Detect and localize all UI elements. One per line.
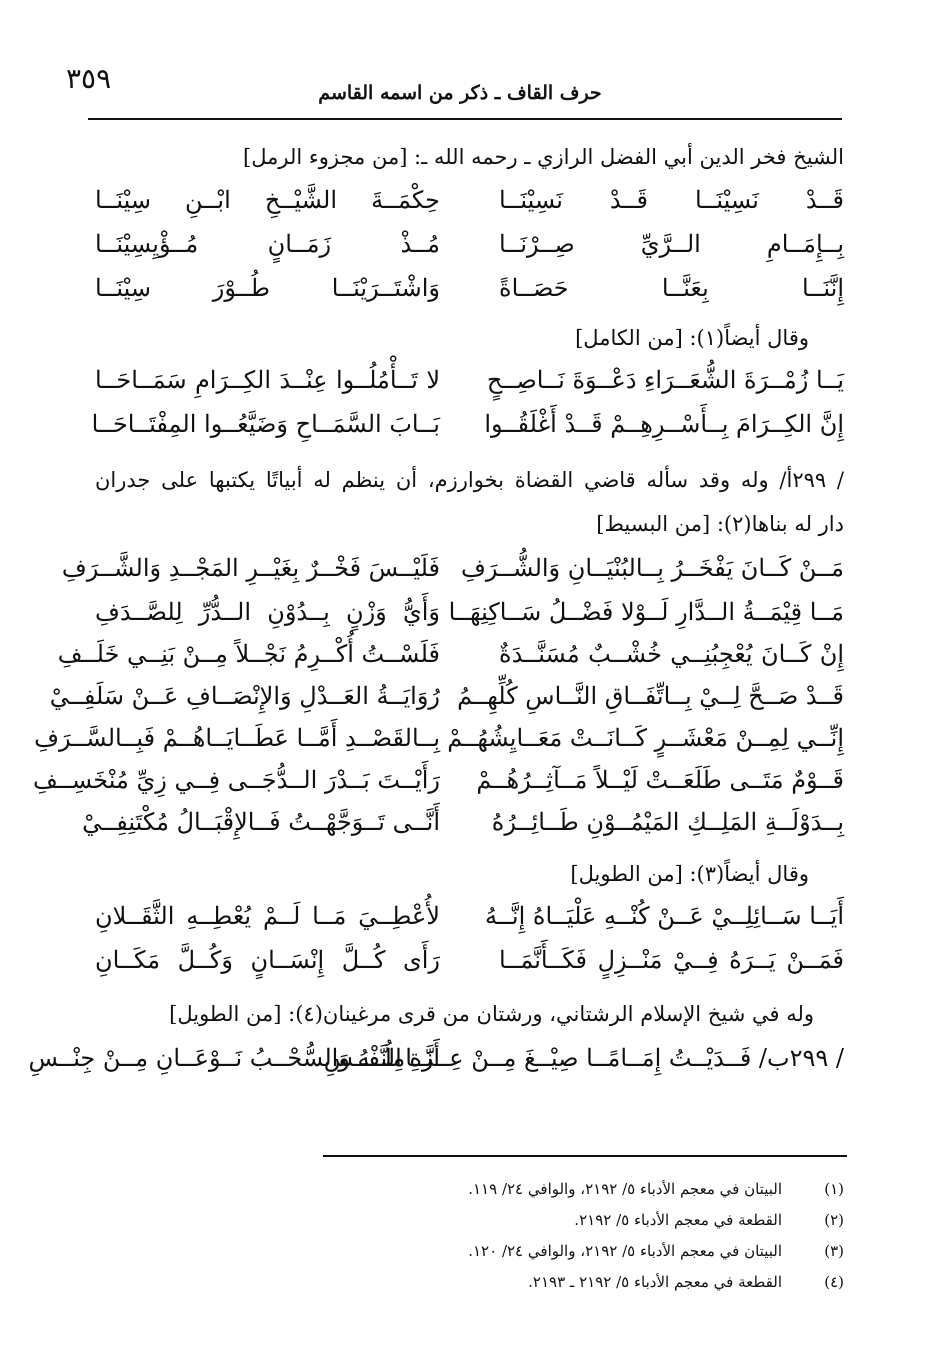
verse-left-hemistich: فَلَيْــسَ فَخْــرٌ بِغَيْــرِ المَجْــدِ وَالشَّــرَفِ <box>61 554 440 582</box>
verse-left-hemistich: لأُعْطِــيَ مَــا لَــمْ يُعْطِــهِ الثَّقَــلانِ <box>95 902 440 930</box>
paragraph-line: / ٢٩٩أ/ وله وقد سأله قاضي القضاة بخوارزم، أن ينظم له أبياتًا يكتبها على جدران <box>95 468 844 492</box>
verse-left-hemistich: أَنَّــى تَــوَجَّهْــتُ فَــالإِقْبَــالُ مُكْتَنِفِــيْ <box>82 808 440 836</box>
verse-right-hemistich: بِــدَوْلَــةِ المَلِــكِ المَيْمُــوْنِ طَــائِــرُهُ <box>491 808 844 836</box>
verse-right-hemistich: بِــإِمَــامِ الــرَّيِّ صِــرْنَــا <box>499 230 844 258</box>
verse-left-hemistich: أَنَــامِلُــهُ وَالسُّحْــبُ نَــوْعَــانِ مِــنْ جِنْــسِ <box>28 1044 440 1072</box>
verse-right-hemistich: مَــنْ كَــانَ يَفْخَــرُ بِــالبُنْيَــانِ وَالشُّــرَفِ <box>460 554 844 582</box>
footnote-rule <box>323 1155 847 1157</box>
verse-right-hemistich: قَــوْمٌ مَتَــى طَلَعَــتْ لَيْــلاً مَــآثِــرُهُــمْ <box>476 766 844 794</box>
verse-right-hemistich: إِنِّــي لِمِــنْ مَعْشَــرٍ كَــانَــتْ مَعَــايِشُهُــمْ <box>447 724 844 752</box>
footnote <box>468 1180 844 1198</box>
footnote-number: (٤) <box>824 1273 844 1291</box>
footnote-number: (٣) <box>824 1242 844 1260</box>
verse-left-hemistich: لا تَــأْمُلُــوا عِنْــدَ الكِــرَامِ سَمَــاحَــا <box>95 366 440 394</box>
running-title: حرف القاف ـ ذكر من اسمه القاسم <box>318 82 602 104</box>
intro-line: وله في شيخ الإسلام الرشتاني، ورشتان من قرى مرغينان(٤): [من الطويل] <box>169 1002 814 1026</box>
verse-right-hemistich: أَيَــا سَــائِلِــيْ عَــنْ كُنْــهِ عَلْيَــاهُ إِنَّــهُ <box>484 902 844 930</box>
verse-right-hemistich: قَــدْ صَــحَّ لِــيْ بِــاتِّفَــاقِ النَّــاسِ كُلِّهِــمُ <box>457 682 844 710</box>
intro-line: وقال أيضاً(١): [من الكامل] <box>575 326 809 350</box>
paragraph-line: دار له بناها(٢): [من البسيط] <box>596 512 844 536</box>
verse-right-hemistich: يَــا زُمْــرَةَ الشُّعَــرَاءِ دَعْــوَةَ نَــاصِــحٍ <box>486 366 844 394</box>
header-rule <box>88 118 842 120</box>
verse-left-hemistich: فَلَسْــتُ أُكْــرِمُ نَجْــلاً مِــنْ بَنِــي خَلَــفِ <box>57 640 440 668</box>
verse-left-hemistich: مُــذْ زَمَــانٍ مُــؤْيِسِيْنَــا <box>95 230 440 258</box>
footnote-text: البيتان في معجم الأدباء ٥/ ٢١٩٢، والوافي ٢٤/ ١١٩. <box>468 1180 782 1198</box>
verse-right-hemistich: مَــا قِيْمَــةُ الــدَّارِ لَــوْلا فَضْــلُ سَــاكِنِهَــا <box>448 598 844 626</box>
footnote-number: (١) <box>824 1180 844 1198</box>
verse-left-hemistich: رَأَيْــتَ بَــدْرَ الــدُّجَــى فِــي زِيِّ مُنْخَسِــفِ <box>32 766 440 794</box>
verse-right-hemistich: إِنْ كَــانَ يُعْجِبُنِــي خُشْــبٌ مُسَنَّــدَةٌ <box>499 640 844 668</box>
footnote-text: القطعة في معجم الأدباء ٥/ ٢١٩٢. <box>574 1211 782 1229</box>
verse-right-hemistich: / ٢٩٩ب/ فَــدَيْــتُ إِمَــامًــا صِيْــغَ مِــنْ عِــزَّةِ النَّفْــسِ <box>323 1044 844 1072</box>
verse-left-hemistich: بِــالقَصْــدِ أَمَّــا عَطَــايَــاهُــمْ فَبِــالسَّــرَفِ <box>34 724 440 752</box>
footnote <box>574 1211 844 1229</box>
verse-left-hemistich: وَأَيُّ وَزْنٍ بِــدُوْنِ الــدُّرِّ لِلصَّــدَفِ <box>95 598 440 626</box>
footnote-text: البيتان في معجم الأدباء ٥/ ٢١٩٢، والوافي ٢٤/ ١٢٠. <box>468 1242 782 1260</box>
verse-right-hemistich: إِنَّ الكِــرَامَ بِــأَسْــرِهِــمْ قَــدْ أَغْلَقُــوا <box>484 410 844 438</box>
intro-line: الشيخ فخر الدين أبي الفضل الرازي ـ رحمه الله ـ: [من مجزوء الرمل] <box>243 145 844 169</box>
verse-left-hemistich: رَأَى كُــلَّ إِنْسَــانٍ وَكُــلَّ مَكَــانِ <box>95 946 440 974</box>
verse-left-hemistich: وَاشْتَــرَيْنَــا طُــوْرَ سِيْنَــا <box>95 274 440 302</box>
verse-right-hemistich: قَــدْ نَسِيْنَــا قَــدْ نَسِيْنَــا <box>499 186 844 214</box>
verse-left-hemistich: بَــابَ السَّمَــاحِ وَضَيَّعُــوا المِفْتَــاحَــا <box>91 410 440 438</box>
verse-left-hemistich: حِكْمَــةَ الشَّيْــخِ ابْــنِ سِيْنَــا <box>95 186 440 214</box>
verse-left-hemistich: رُوَايَــةُ العَــدْلِ وَالإِنْصَــافِ عَــنْ سَلَفِــيْ <box>49 682 440 710</box>
footnote <box>528 1273 844 1291</box>
footnote <box>468 1242 844 1260</box>
verse-right-hemistich: فَمَــنْ يَــرَهُ فِــيْ مَنْــزِلٍ فَكَــأَنَّمَــا <box>499 946 844 974</box>
intro-line: وقال أيضاً(٣): [من الطويل] <box>570 862 809 886</box>
footnote-text: القطعة في معجم الأدباء ٥/ ٢١٩٢ ـ ٢١٩٣. <box>528 1273 782 1291</box>
verse-right-hemistich: إِنَّنَــا بِعَنَّــا حَصَــاةً <box>499 274 844 302</box>
footnote-number: (٢) <box>824 1211 844 1229</box>
page-number: ٣٥٩ <box>66 62 112 95</box>
